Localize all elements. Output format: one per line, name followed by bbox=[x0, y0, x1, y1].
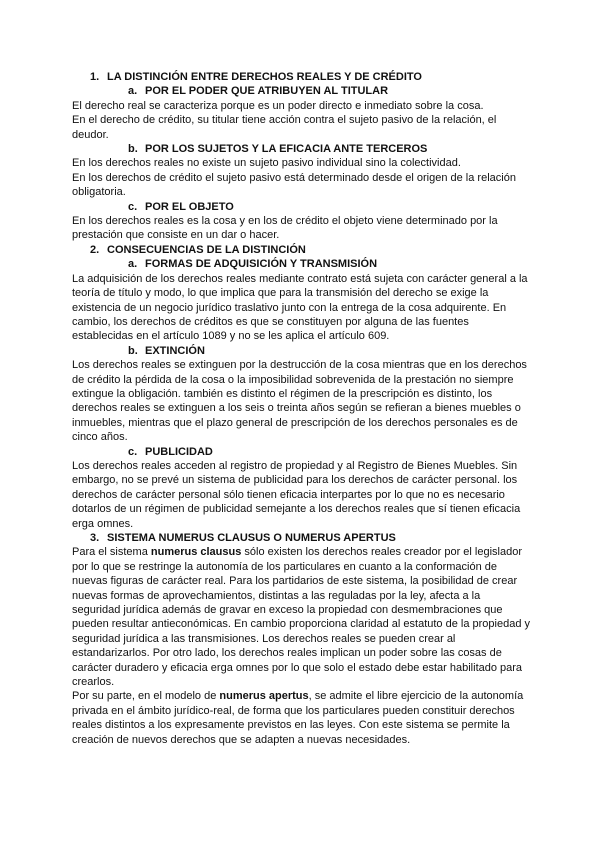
paragraph: En el derecho de crédito, su titular tiene acción contra el sujeto pasivo de la relación, el deudor. bbox=[72, 114, 497, 141]
paragraph-text: Por su parte, en el modelo de bbox=[72, 690, 220, 703]
subsection-title: FORMAS DE ADQUISICIÓN Y TRANSMISIÓN bbox=[145, 258, 378, 271]
paragraph-text: Para el sistema bbox=[72, 546, 151, 559]
subsection-heading bbox=[72, 344, 530, 358]
bold-term: numerus clausus bbox=[150, 546, 242, 559]
subsection-heading bbox=[72, 257, 530, 271]
paragraph: Los derechos reales acceden al registro de propiedad y al Registro de Bienes Muebles. Sin embargo, no se prevé un sistema de publicidad para los derechos de carácter personal. los derechos de carácter personal sólo tienen eficacia interpartes por lo que no es necesario dotarlos de un régimen de publicidad semejante a los derechos reales que sí tienen eficacia erga omnes. bbox=[72, 459, 521, 530]
subsection-letter: b. bbox=[128, 344, 138, 357]
paragraph: Los derechos reales se extinguen por la destrucción de la cosa mientras que en los derechos de crédito la pérdida de la cosa o la imposibilidad sobrevenida de la prestación no siempre extingue la obligación. también es distinto el régimen de la prescripción es distinto, los derechos reales se extinguen a los seis o treinta años según se refieran a bienes muebles o inmuebles, mientras que el plazo general de prescripción de los derechos personales es de cinco años. bbox=[72, 359, 527, 444]
section-heading bbox=[72, 70, 530, 84]
paragraph: La adquisición de los derechos reales mediante contrato está sujeta con carácter general a la teoría de título y modo, lo que implica que para la transmisión del derecho se exige la existencia de un negocio jurídico traslativo junto con la entrega de la cosa adquirente. En cambio, los derechos de créditos es que se constituyen por alguna de las fuentes establecidas en el artículo 1089 y no se les aplica el artículo 609. bbox=[72, 272, 528, 343]
section-title: LA DISTINCIÓN ENTRE DERECHOS REALES Y DE CRÉDITO bbox=[107, 71, 422, 83]
subsection-letter: c. bbox=[128, 445, 138, 458]
subsection-title: POR LOS SUJETOS Y LA EFICACIA ANTE TERCEROS bbox=[145, 143, 428, 156]
document-page bbox=[72, 70, 530, 747]
section-number: 3. bbox=[90, 532, 100, 544]
section-heading bbox=[72, 531, 530, 545]
subsection-title: PUBLICIDAD bbox=[145, 445, 213, 458]
paragraph: En los derechos de crédito el sujeto pasivo está determinado desde el origen de la relación obligatoria. bbox=[72, 171, 516, 199]
section-number: 1. bbox=[90, 71, 100, 83]
paragraph: En los derechos reales no existe un sujeto pasivo individual sino la colectividad. bbox=[72, 157, 461, 170]
subsection-heading bbox=[72, 84, 530, 98]
paragraph bbox=[72, 545, 530, 689]
subsection-title: EXTINCIÓN bbox=[145, 344, 205, 357]
paragraph-text: sólo existen los derechos reales creador por el legislador por lo que se restringe la autonomía de los particulares en cuanto a la conformación de nuevas figuras de carácter real. Para los partidarios de este sistema, la posibilidad de crear nuevas formas de aprovechamientos, distintas a las reguladas por la ley, afecta a la seguridad jurídica además de gravar en exceso la propiedad con desmembraciones que pueden resultar antieconómicas. En cambio proporciona claridad al estatuto de la propiedad y seguridad jurídica a las transmisiones. Los derechos reales se pueden crear al estandarizarlos. Por otro lado, los derechos reales implican un poder sobre las cosas de carácter duradero y eficacia erga omnes por lo que solo el estado debe estar habilitado para crearlos. bbox=[72, 546, 531, 689]
section-title: SISTEMA NUMERUS CLAUSUS O NUMERUS APERTUS bbox=[107, 532, 396, 544]
subsection-letter: a. bbox=[128, 85, 138, 98]
subsection-heading bbox=[72, 142, 530, 156]
section-title: CONSECUENCIAS DE LA DISTINCIÓN bbox=[107, 243, 306, 256]
paragraph bbox=[72, 689, 530, 747]
subsection-letter: c. bbox=[128, 200, 138, 213]
paragraph: En los derechos reales es la cosa y en los de crédito el objeto viene determinado por la prestación que consiste en un dar o hacer. bbox=[72, 215, 498, 242]
paragraph: El derecho real se caracteriza porque es un poder directo e inmediato sobre la cosa. bbox=[72, 99, 484, 112]
section-number: 2. bbox=[90, 243, 100, 256]
subsection-letter: a. bbox=[128, 258, 138, 271]
subsection-heading bbox=[72, 445, 530, 459]
subsection-letter: b. bbox=[128, 143, 138, 156]
paragraph-text: , se admite el libre ejercicio de la autonomía privada en el ámbito jurídico-real, de forma que los particulares pueden constituir derechos reales distintos a los expresamente previstos en las leyes. Con este sistema se permite la creación de nuevos derechos que se adapten a nuevas necesidades. bbox=[72, 690, 524, 746]
subsection-title: POR EL OBJETO bbox=[145, 200, 234, 213]
subsection-title: POR EL PODER QUE ATRIBUYEN AL TITULAR bbox=[145, 85, 389, 98]
subsection-heading bbox=[72, 200, 530, 214]
bold-term: numerus apertus bbox=[219, 690, 309, 703]
section-heading bbox=[72, 243, 530, 257]
